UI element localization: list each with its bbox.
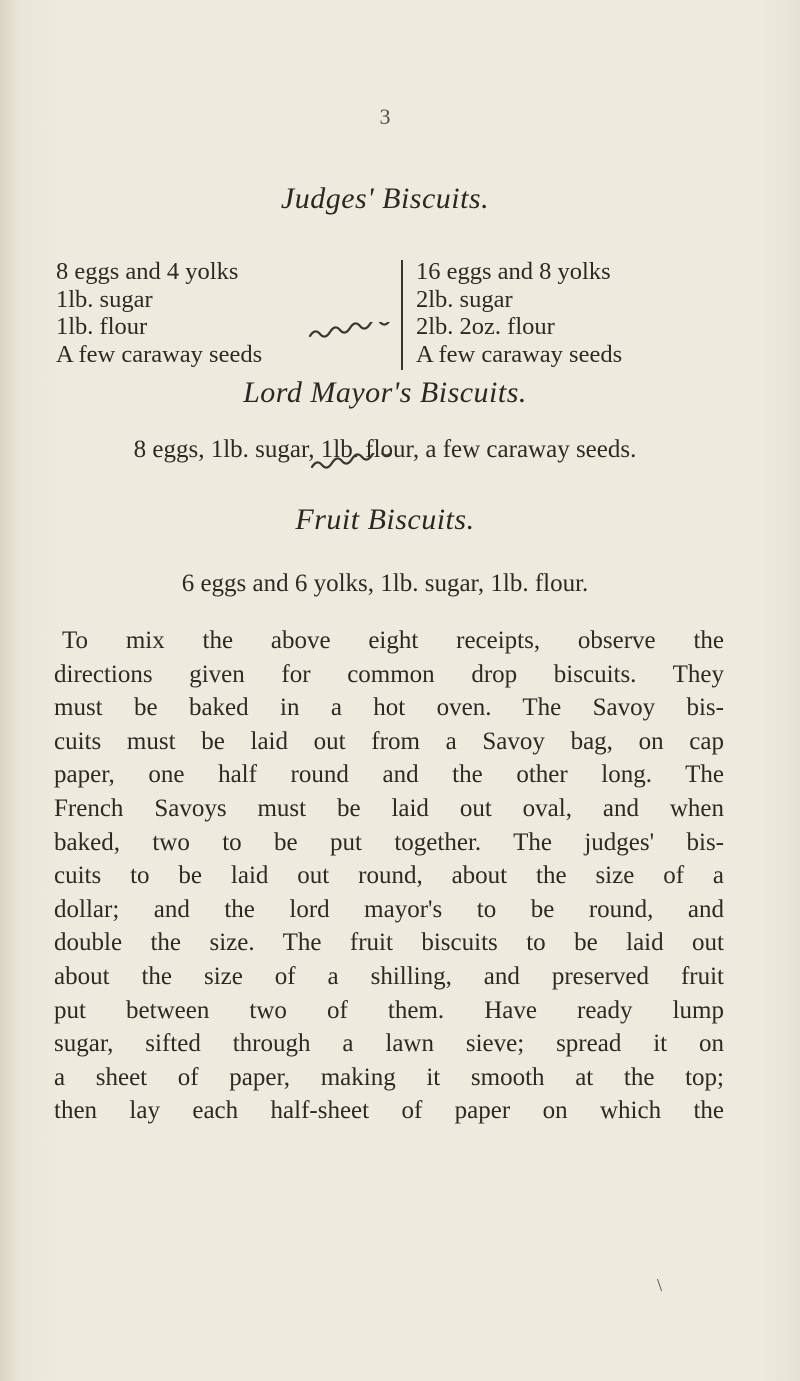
lord-mayors-biscuits-heading: Lord Mayor's Biscuits.: [243, 376, 527, 409]
ornamental-rule: [0, 322, 800, 342]
paragraph-line: dollar; and the lord mayor's to be round, and: [54, 895, 724, 923]
catchword-mark: \: [657, 1275, 663, 1295]
ornamental-rule: [0, 453, 800, 473]
judges-recipe-large: [416, 258, 716, 368]
ingredient-line: 1lb. sugar: [56, 285, 153, 313]
page-number: 3: [379, 104, 391, 129]
ingredient-line: 2lb. sugar: [416, 285, 513, 313]
judges-recipe-small: [56, 258, 376, 368]
paragraph-line: put between two of them. Have ready lump: [54, 996, 724, 1024]
paragraph-line: paper, one half round and the other long. The: [54, 761, 724, 789]
paragraph-line: French Savoys must be laid out oval, and when: [54, 794, 724, 822]
ingredient-line: 8 eggs and 4 yolks: [56, 258, 239, 285]
column-divider: [401, 260, 403, 370]
ingredient-line: A few caraway seeds: [56, 340, 263, 368]
paragraph-line: baked, two to be put together. The judges' bis-: [54, 828, 724, 856]
ingredient-line: 1lb. flour: [56, 313, 148, 340]
paragraph-line: a sheet of paper, making it smooth at the top;: [54, 1063, 724, 1091]
paragraph-line: sugar, sifted through a lawn sieve; spread it on: [54, 1030, 724, 1058]
paragraph-line: then lay each half-sheet of paper on which the: [54, 1097, 724, 1125]
judges-recipe-columns: [56, 258, 656, 380]
fruit-biscuits-heading: Fruit Biscuits.: [295, 503, 475, 536]
paragraph-line: cuits must be laid out from a Savoy bag, on cap: [54, 727, 724, 755]
fruit-recipe: 6 eggs and 6 yolks, 1lb. sugar, 1lb. flour.: [181, 570, 589, 597]
ingredient-line: 16 eggs and 8 yolks: [416, 258, 611, 285]
ingredient-line: A few caraway seeds: [416, 340, 623, 368]
paragraph-line: about the size of a shilling, and preserved fruit: [54, 962, 724, 990]
paragraph-line: directions given for common drop biscuits. They: [54, 660, 724, 688]
paragraph-line: To mix the above eight receipts, observe the: [62, 627, 724, 654]
paragraph-line: must be baked in a hot oven. The Savoy bis-: [54, 694, 724, 722]
paragraph-line: double the size. The fruit biscuits to be laid out: [54, 929, 724, 957]
judges-biscuits-heading: Judges' Biscuits.: [280, 182, 490, 215]
paragraph-line: cuits to be laid out round, about the size of a: [54, 862, 724, 890]
directions-paragraph: [54, 624, 724, 1128]
lord-mayors-recipe: 8 eggs, 1lb. sugar, 1lb. flour, a few caraway seeds.: [133, 436, 637, 463]
ingredient-line: 2lb. 2oz. flour: [416, 313, 555, 340]
